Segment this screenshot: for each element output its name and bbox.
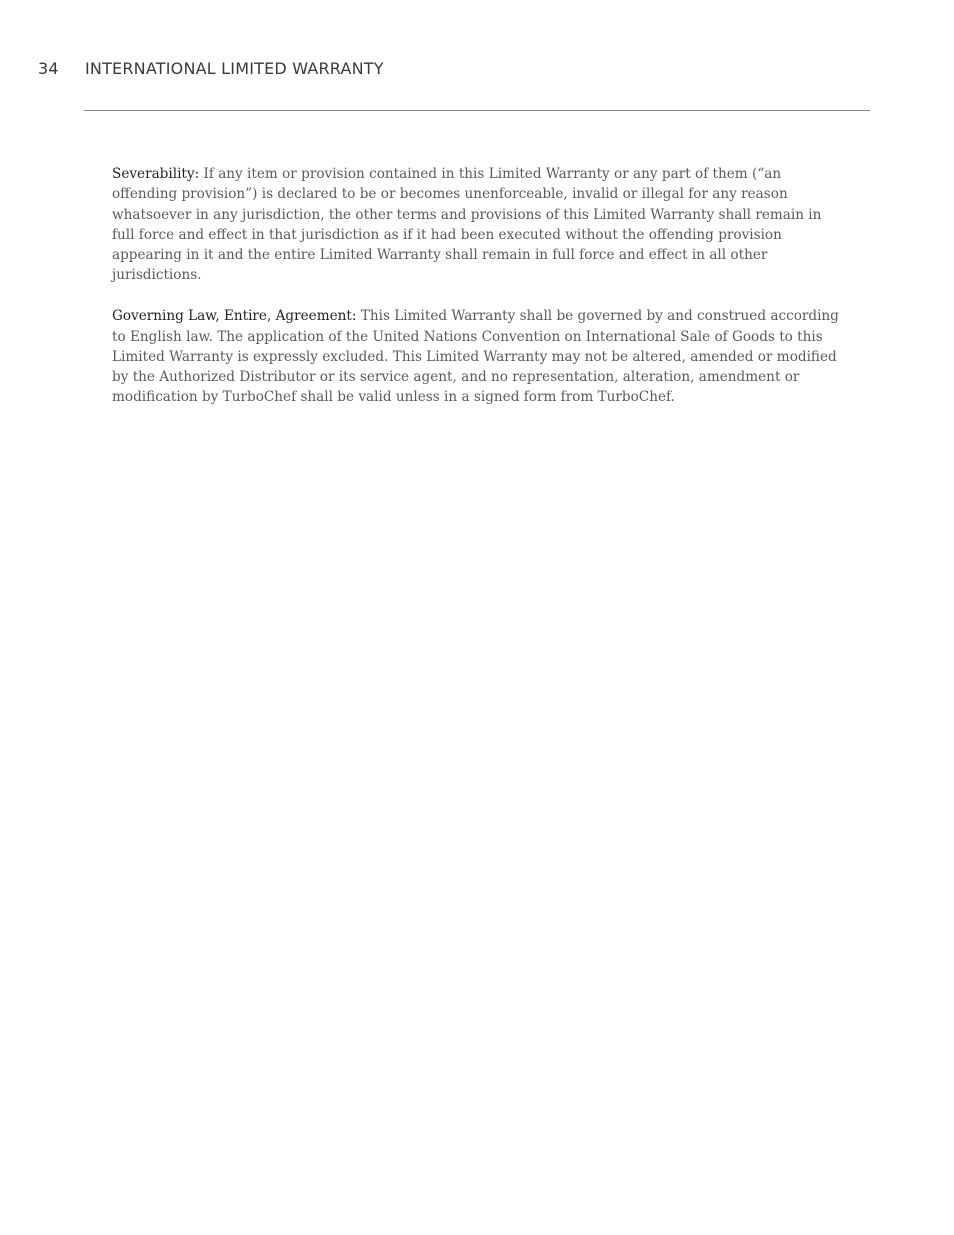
header-divider [84,110,870,111]
governing-law-paragraph [112,306,847,407]
page-number: 34 [38,59,59,78]
governing-law-text: This Limited Warranty shall be governed by and construed according to English law. The application of the United Nations Convention on International Sale of Goods to this Limited Warranty is expressly excluded. This Limited Warranty may not be altered, amended or modified by the Authorized Distributor or its service agent, and no representation, alteration, amendment or modification by TurboChef shall be valid unless in a signed form from TurboChef. [112,308,839,406]
severability-text: If any item or provision contained in this Limited Warranty or any part of them (“an offending provision”) is declared to be or becomes unenforceable, invalid or illegal for any reason whatsoever in any jurisdiction, the other terms and provisions of this Limited Warranty shall remain in full force and effect in that jurisdiction as if it had been executed without the offending provision appearing in it and the entire Limited Warranty shall remain in full force and effect in all other jurisdictions. [112,166,822,284]
severability-paragraph [112,164,847,286]
governing-law-term: Governing Law, Entire, Agreement: [112,308,357,325]
document-body [112,164,847,428]
header-title: INTERNATIONAL LIMITED WARRANTY [85,59,384,78]
severability-term: Severability: [112,166,200,182]
running-header [38,59,384,78]
